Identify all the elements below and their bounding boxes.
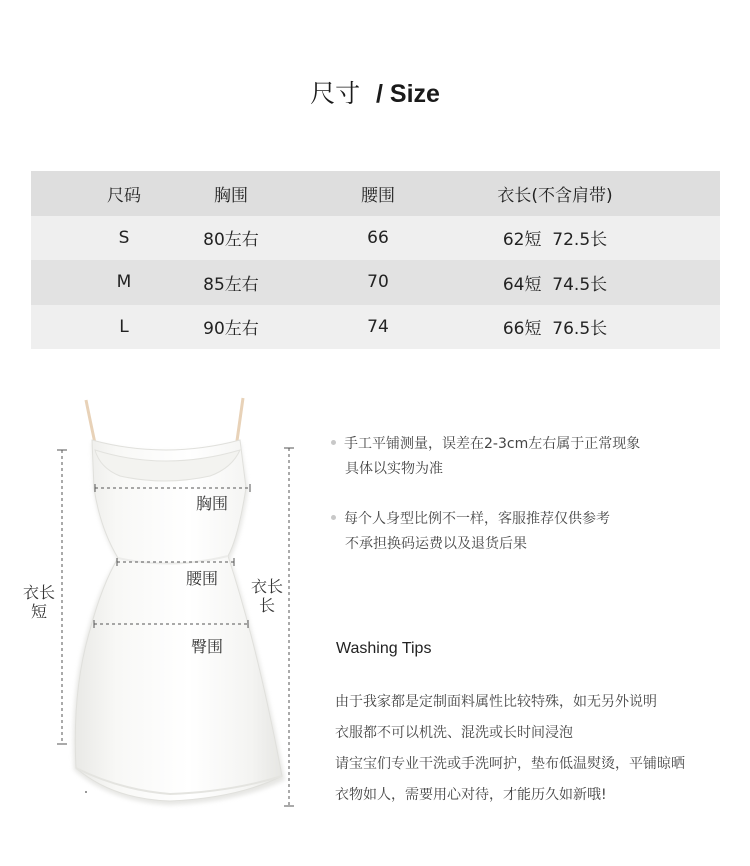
note-1-line-2: 具体以实物为准 xyxy=(345,461,443,477)
washing-line: 衣物如人，需要用心对待，才能历久如新哦! xyxy=(335,787,607,803)
washing-line: 衣服都不可以机洗、混洗或长时间浸泡 xyxy=(335,725,573,741)
waist-label: 腰围 xyxy=(186,569,219,588)
cell-size: M xyxy=(116,272,132,293)
header-waist: 腰围 xyxy=(361,185,395,206)
cell-length: 62短 72.5长 xyxy=(502,230,608,251)
dress-body xyxy=(75,440,282,801)
header-chest: 胸围 xyxy=(214,185,248,206)
washing-tips-body xyxy=(335,687,685,811)
length-short-sub: 短 xyxy=(30,602,47,621)
title-en: / Size xyxy=(376,80,440,108)
washing-tips-title: Washing Tips xyxy=(336,640,432,657)
table-row xyxy=(31,305,720,350)
note-2-line-1: 每个人身型比例不一样，客服推荐仅供参考 xyxy=(344,511,610,527)
table-header-row xyxy=(31,171,720,216)
cell-chest: 85左右 xyxy=(203,274,259,295)
length-long-label xyxy=(249,577,285,615)
cell-size: S xyxy=(118,227,130,248)
length-long-text: 衣长 xyxy=(250,577,283,596)
page-title xyxy=(0,74,750,110)
cell-waist: 66 xyxy=(367,227,389,248)
cell-length: 66短 76.5长 xyxy=(502,319,608,340)
table-row xyxy=(31,260,720,305)
bullet-dot xyxy=(331,440,336,445)
chest-label: 胸围 xyxy=(196,494,229,513)
size-table xyxy=(31,171,720,349)
cell-waist: 70 xyxy=(367,272,389,293)
length-short-text: 衣长 xyxy=(22,583,55,602)
note-2-line-2: 不承担换码运费以及退货后果 xyxy=(345,536,527,552)
cell-length: 64短 74.5长 xyxy=(502,274,608,295)
note-2 xyxy=(331,507,610,557)
cell-chest: 90左右 xyxy=(203,319,259,340)
hip-label: 臀围 xyxy=(191,637,224,656)
note-1 xyxy=(331,432,640,482)
cell-chest: 80左右 xyxy=(203,230,259,251)
header-length: 衣长(不含肩带) xyxy=(497,185,613,206)
cell-waist: 74 xyxy=(367,316,389,337)
table-row xyxy=(31,216,720,261)
header-size: 尺码 xyxy=(107,185,141,206)
bullet-dot xyxy=(331,515,336,520)
title-cn: 尺寸 xyxy=(310,79,361,108)
note-1-line-1: 手工平铺测量，误差在2-3cm左右属于正常现象 xyxy=(344,436,641,452)
length-short-label xyxy=(21,583,57,621)
cell-size: L xyxy=(119,316,129,337)
length-long-sub: 长 xyxy=(258,596,275,615)
washing-line: 请宝宝们专业干洗或手洗呵护，垫布低温熨烫，平铺晾晒 xyxy=(335,756,685,772)
washing-line: 由于我家都是定制面料属性比较特殊，如无另外说明 xyxy=(335,694,657,710)
